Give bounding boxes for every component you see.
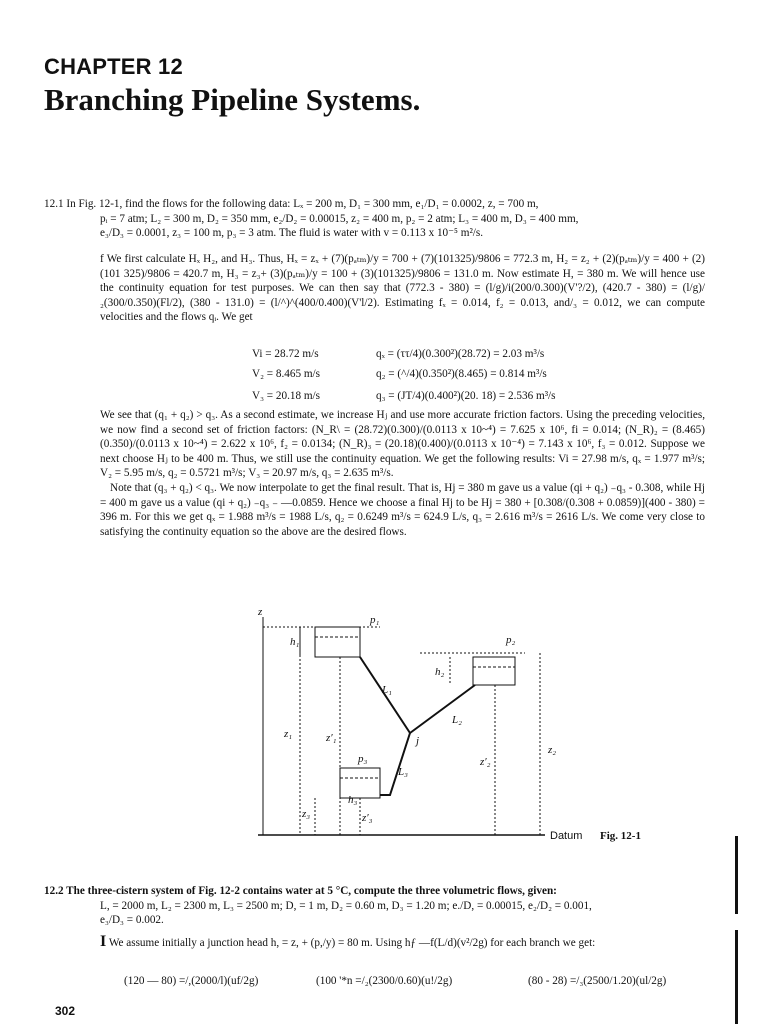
velocity-row (252, 348, 712, 364)
figure-12-1-diagram (240, 605, 660, 850)
flow-value: q₃ = (JT/4)(0.400²)(20. 18) = 2.536 m³/s (376, 390, 556, 402)
solution-paragraph-2 (100, 408, 705, 539)
equation-branch-3: (80 - 28) =/₃(2500/1.20)(ul/2g) (528, 975, 667, 987)
problem-12-2-statement (44, 884, 708, 928)
label-datum: Datum (550, 830, 583, 842)
problem-12-2-line2: L, = 2000 m, L₂ = 2300 m, L₃ = 2500 m; D, = 1 m, D₂ = 0.60 m, D₃ = 1.20 m; e./D, = 0.00015, e₂/D₂ = 0.001, (100, 899, 592, 912)
reservoir-1 (315, 627, 360, 657)
label-z: z (258, 606, 263, 618)
margin-rule-top (735, 836, 738, 914)
problem-12-2-line1: 12.2 The three-cistern system of Fig. 12-2 contains water at 5 °C, compute the three volumetric flows, given: (44, 885, 557, 897)
solution-text: We assume initially a junction head h, = z, + (p,/y) = 80 m. Using hƒ —f(L/d)(v²/2g) for each branch we get: (106, 937, 596, 949)
label-L2: L₂ (452, 714, 462, 726)
velocity-value: V₂ = 8.465 m/s (252, 368, 321, 380)
flow-value: q₂ = (^/4)(0.350²)(8.465) = 0.814 m³/s (376, 368, 547, 380)
label-z2: z₂ (548, 744, 557, 756)
equation-branch-2: (100 '*n =/₂(2300/0.60)(u!/2g) (316, 975, 453, 987)
velocity-value: V₃ = 20.18 m/s (252, 390, 321, 402)
solution-paragraph-1: f We first calculate Hₓ H₂, and H₃. Thus, Hₓ = zₓ + (7)(pₐₜₘ)/y = 700 + (7)(101325)/9806 = 772.3 m, H₂ = z₂ + (2)(pₐₜₘ)/y = 400 + (2)(101 325)/9806 = 420.7 m, H₃ = z₃+ (3)(pₐₜₘ)/y = 100 + (3)(101325)/9806 = 131.0 m. Now estimate H, = 380 m. We will hence use the continuity equation for test purposes. We can then say that (772.3 - 380) = (l/g)/i(200/0.300)(V'?/2), (420.7 - 380) = (l/g)/₂(300/0.350)(Fl/2), (380 - 131.0) = (l/^)^(400/0.400)(V'l/2). Estimating fₓ = 0.014, f₂ = 0.013, and/₃ = 0.012, we can compute velocities and the flows qᵢ. We get (100, 253, 705, 324)
chapter-title: Branching Pipeline Systems. (44, 82, 421, 117)
label-z1-prime: z′₁ (326, 732, 337, 744)
flow-value: qₓ = (ττ/4)(0.300²)(28.72) = 2.03 m³/s (376, 348, 545, 360)
equation-branch-1: (120 — 80) =/,(2000/l)(uf/2g) (124, 975, 259, 987)
problem-12-1-line1: 12.1 In Fig. 12-1, find the flows for the following data: Lₓ = 200 m, D₁ = 300 mm, e₁/D₁ = 0.0002, z, = 700 m, (44, 198, 539, 210)
reservoir-2 (473, 657, 515, 685)
label-h3: h₃ (348, 794, 358, 806)
solution-paragraph-3-text: Note that (q₃ + q₂) < q₃. We now interpolate to get the final result. That is, Hj = 380 m gave us a value (qi + q₂) ₋q₃ - 0.308, while Hj = 400 m gave us a value (qi + q₂) ₋q₃ ₋ —0.0859. Hence we choose a final Hj to be Hj = 380 + [0.308/(0.308 + 0.0859)](400 - 380) = 396 m. For this we get qₓ = 1.988 m³/s = 1988 L/s, q₂ = 0.6249 m³/s = 624.9 L/s, q₃ = 2.616 m³/s = 2616 L/s. We come very close to satisfying the continuity equation so the above are the desired flows. (100, 481, 705, 538)
velocity-value: Vi = 28.72 m/s (252, 348, 319, 360)
label-h2: h₂ (435, 666, 445, 678)
reservoir-3 (340, 768, 380, 798)
problem-12-2-solution (100, 934, 705, 951)
label-z3: z₃ (302, 808, 311, 820)
branch-equations (124, 975, 724, 991)
margin-rule-bottom (735, 930, 738, 1024)
label-p2: p₂ (506, 634, 516, 646)
page-number: 302 (55, 1004, 76, 1018)
label-p1: p₁ (370, 614, 380, 626)
label-z1: z₁ (284, 728, 293, 740)
problem-12-1-line3: e₃/D₃ = 0.0001, z₃ = 100 m, p₃ = 3 atm. The fluid is water with v = 0.113 x 10⁻⁵ m²/s. (100, 227, 484, 240)
label-L1: L₁ (382, 684, 392, 696)
label-z2-prime: z′₂ (480, 756, 491, 768)
velocity-row (252, 390, 712, 406)
solution-mark: I (100, 933, 107, 950)
velocity-row (252, 368, 712, 384)
chapter-label: CHAPTER 12 (44, 54, 183, 79)
label-h1: h₁ (290, 636, 300, 648)
label-p3: p₃ (358, 753, 368, 765)
figure-caption: Fig. 12-1 (600, 830, 641, 842)
solution-paragraph-2-text: We see that (q₁ + q₂) > q₃. As a second estimate, we increase Hⱼ and use more accurate friction factors. Using the preceding velocities, we now find a second set of friction factors: (N_R\ = (28.72)(0.300)/(0.0113 x 10~⁴) = 7.625 x 10⁶, fi = 0.014; (N_R)₂ = (8.465)(0.350)/(0.0113 x 10~⁴) = 2.622 x 10⁶, f₂ = 0.0134; (N_R)₃ = (20.18)(0.400)/(0.0113 x 10⁻⁴) = 7.143 x 10⁶, f₃ = 0.012. Suppose we next choose Hⱼ to be 400 m. Thus, we still use the continuity equation. We get the following results: Vi = 27.98 m/s, qₓ = 1.977 m³/s; V₂ = 5.95 m/s, q₂ = 0.5721 m³/s; V₃ = 20.97 m/s, q₃ = 2.635 m³/s. (100, 409, 705, 480)
problem-12-1-line2: pᵢ = 7 atm; L₂ = 300 m, D₂ = 350 mm, e₂/D₂ = 0.00015, z₂ = 400 m, p₂ = 2 atm; L₃ = 400 m, D₃ = 400 mm, (100, 212, 579, 225)
label-L3: L₃ (398, 766, 408, 778)
label-z3-prime: z′₃ (362, 812, 373, 824)
label-j: j (416, 735, 420, 747)
pipe-L3 (380, 733, 410, 795)
problem-12-2-line3: e₃/D₃ = 0.002. (100, 914, 164, 927)
problem-12-1-statement (44, 197, 708, 241)
